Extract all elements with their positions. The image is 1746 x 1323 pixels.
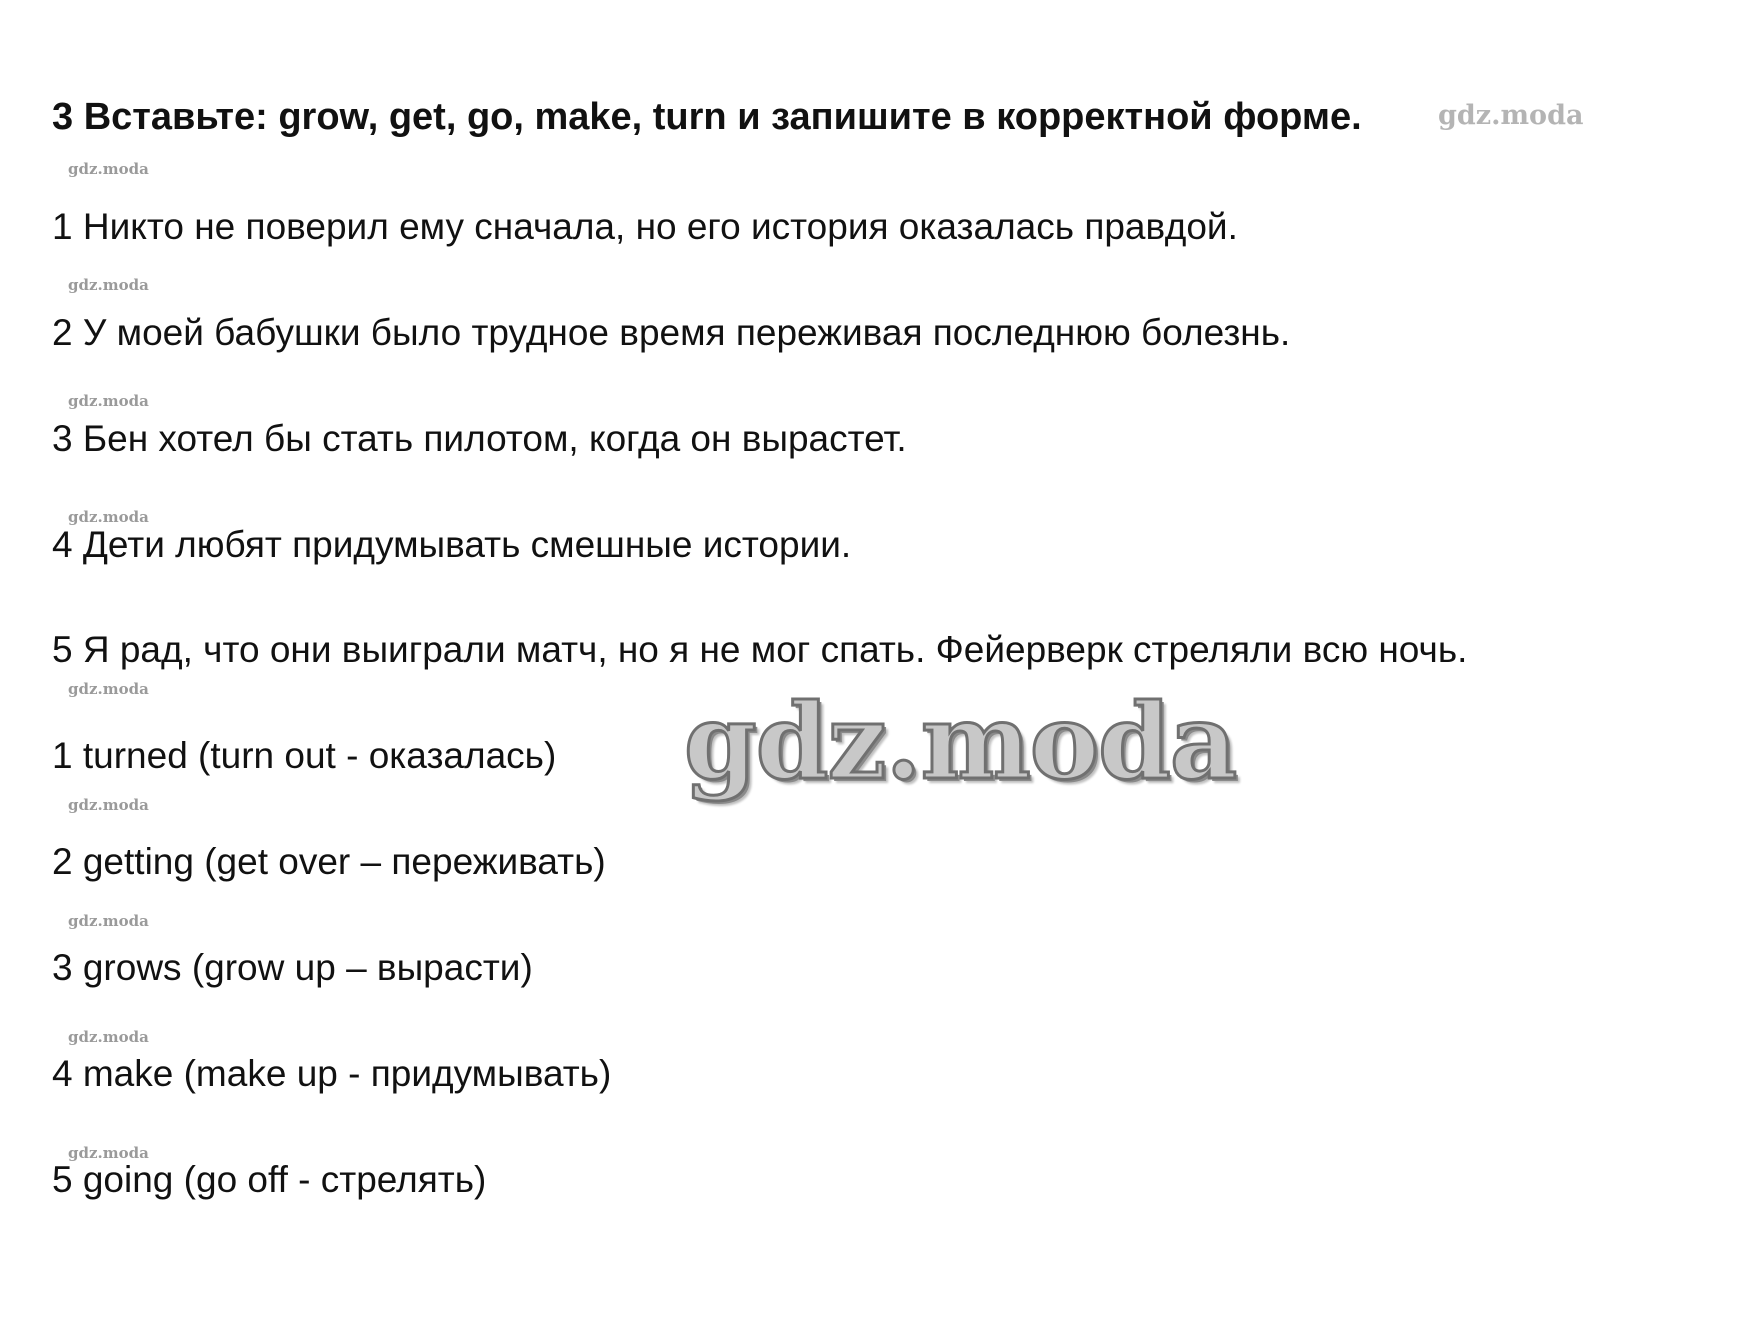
sentence-1: 1 Никто не поверил ему сначала, но его история оказалась правдой. (52, 206, 1238, 247)
watermark-small: gdz.moda (68, 912, 149, 930)
answer-2: 2 getting (get over – переживать) (52, 841, 606, 882)
sentence-4: 4 Дети любят придумывать смешные истории. (52, 524, 852, 565)
sentence-2: 2 У моей бабушки было трудное время переживая последнюю болезнь. (52, 312, 1291, 353)
watermark-title: gdz.moda (1438, 100, 1584, 131)
watermark-large: gdz.moda (684, 680, 1237, 803)
answer-5: 5 going (go off - стрелять) (52, 1159, 487, 1200)
task-title: 3 Вставьте: grow, get, go, make, turn и запишите в корректной форме. (52, 96, 1362, 138)
answer-1: 1 turned (turn out - оказалась) (52, 735, 557, 776)
watermark-small: gdz.moda (68, 392, 149, 410)
watermark-small: gdz.moda (68, 160, 149, 178)
watermark-small: gdz.moda (68, 1028, 149, 1046)
watermark-small: gdz.moda (68, 680, 149, 698)
sentence-5: 5 Я рад, что они выиграли матч, но я не мог спать. Фейерверк стреляли всю ночь. (52, 629, 1468, 670)
answer-3: 3 grows (grow up – вырасти) (52, 947, 533, 988)
watermark-small: gdz.moda (68, 796, 149, 814)
watermark-small: gdz.moda (68, 276, 149, 294)
watermark-small: gdz.moda (68, 1144, 149, 1162)
watermark-small: gdz.moda (68, 508, 149, 526)
answer-4: 4 make (make up - придумывать) (52, 1053, 612, 1094)
sentence-3: 3 Бен хотел бы стать пилотом, когда он вырастет. (52, 418, 907, 459)
